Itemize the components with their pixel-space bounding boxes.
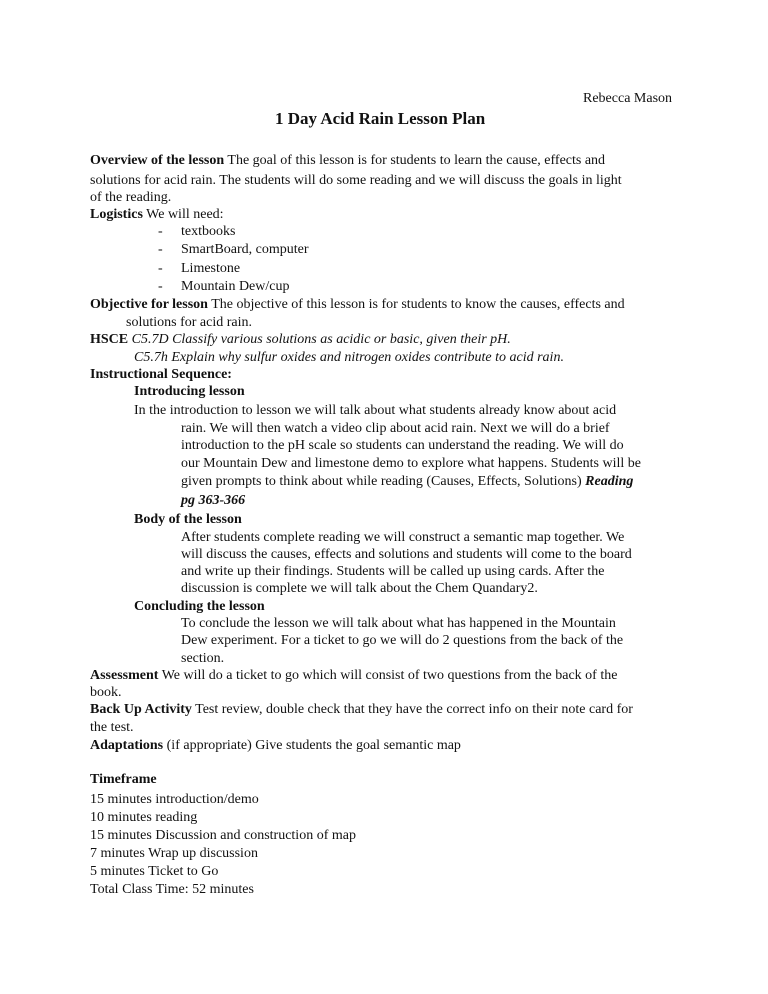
hsce-standard-1: C5.7D Classify various solutions as acidic or basic, given their pH. — [131, 332, 511, 347]
logistics-bullet-3: - — [158, 261, 163, 276]
logistics-item-3: Limestone — [181, 261, 241, 276]
overview-text: The goal of this lesson is for students to learn the cause, effects and — [227, 153, 606, 168]
timeframe-heading: Timeframe — [90, 772, 157, 787]
concluding-line-3: section. — [181, 651, 225, 666]
author-name: Rebecca Mason — [583, 91, 673, 106]
objective-line-1 — [90, 296, 625, 314]
timeframe-item-5: 5 minutes Ticket to Go — [90, 864, 219, 879]
concluding-heading: Concluding the lesson — [134, 599, 265, 614]
timeframe-item-1: 15 minutes introduction/demo — [90, 792, 259, 807]
introducing-heading: Introducing lesson — [134, 384, 245, 399]
backup-line-1 — [90, 701, 633, 719]
adaptations-label: Adaptations — [90, 738, 164, 753]
concluding-line-1: To conclude the lesson we will talk about what has happened in the Mountain — [181, 616, 616, 631]
assessment-line-2: book. — [90, 685, 122, 700]
introducing-line-3: introduction to the pH scale so students can understand the reading. We will do — [181, 438, 624, 453]
introducing-line-2: rain. We will then watch a video clip about acid rain. Next we will do a brief — [181, 421, 610, 436]
document-title: 1 Day Acid Rain Lesson Plan — [275, 109, 486, 128]
backup-line-2: the test. — [90, 720, 134, 735]
objective-line-2: solutions for acid rain. — [126, 315, 252, 330]
backup-label: Back Up Activity — [90, 702, 192, 717]
overview-line-2: solutions for acid rain. The students will do some reading and we will discuss the goals in light — [90, 173, 622, 188]
overview-line-1 — [90, 152, 605, 170]
assessment-label: Assessment — [90, 668, 159, 683]
assessment-text: We will do a ticket to go which will consist of two questions from the back of the — [161, 668, 618, 683]
logistics-line — [90, 206, 224, 224]
timeframe-item-2: 10 minutes reading — [90, 810, 198, 825]
reading-pages: pg 363-366 — [181, 493, 246, 508]
body-line-4: discussion is complete we will talk about the Chem Quandary2. — [181, 581, 538, 596]
logistics-item-1: textbooks — [181, 224, 236, 239]
body-line-3: and write up their findings. Students will be called up using cards. After the — [181, 564, 605, 579]
body-line-1: After students complete reading we will construct a semantic map together. We — [181, 530, 625, 545]
introducing-line-5-text: given prompts to think about while reading (Causes, Effects, Solutions) — [181, 474, 582, 489]
assessment-line-1 — [90, 667, 617, 685]
timeframe-total: Total Class Time: 52 minutes — [90, 882, 254, 897]
introducing-line-5 — [181, 473, 633, 491]
hsce-line-1 — [90, 331, 511, 349]
objective-label: Objective for lesson — [90, 297, 208, 312]
hsce-standard-2: C5.7h Explain why sulfur oxides and nitrogen oxides contribute to acid rain. — [134, 350, 564, 365]
logistics-item-4: Mountain Dew/cup — [181, 279, 290, 294]
timeframe-item-3: 15 minutes Discussion and construction of map — [90, 828, 356, 843]
logistics-bullet-1: - — [158, 224, 163, 239]
hsce-label: HSCE — [90, 332, 129, 347]
adaptations-line — [90, 737, 461, 755]
concluding-line-2: Dew experiment. For a ticket to go we will do 2 questions from the back of the — [181, 633, 624, 648]
timeframe-item-4: 7 minutes Wrap up discussion — [90, 846, 258, 861]
logistics-item-2: SmartBoard, computer — [181, 242, 309, 257]
adaptations-text: (if appropriate) Give students the goal semantic map — [166, 738, 461, 753]
logistics-label: Logistics — [90, 207, 143, 222]
reading-reference: Reading — [585, 474, 634, 489]
logistics-bullet-4: - — [158, 279, 163, 294]
overview-line-3: of the reading. — [90, 190, 172, 205]
overview-label: Overview of the lesson — [90, 153, 225, 168]
instructional-heading: Instructional Sequence: — [90, 367, 232, 382]
backup-text: Test review, double check that they have the correct info on their note card for — [195, 702, 633, 717]
body-line-2: will discuss the causes, effects and solutions and students will come to the board — [181, 547, 632, 562]
introducing-line-1: In the introduction to lesson we will talk about what students already know about acid — [134, 403, 617, 418]
introducing-line-4: our Mountain Dew and limestone demo to explore what happens. Students will be — [181, 456, 641, 471]
body-heading: Body of the lesson — [134, 512, 242, 527]
objective-text: The objective of this lesson is for students to know the causes, effects and — [211, 297, 625, 312]
logistics-bullet-2: - — [158, 242, 163, 257]
logistics-text: We will need: — [146, 207, 224, 222]
